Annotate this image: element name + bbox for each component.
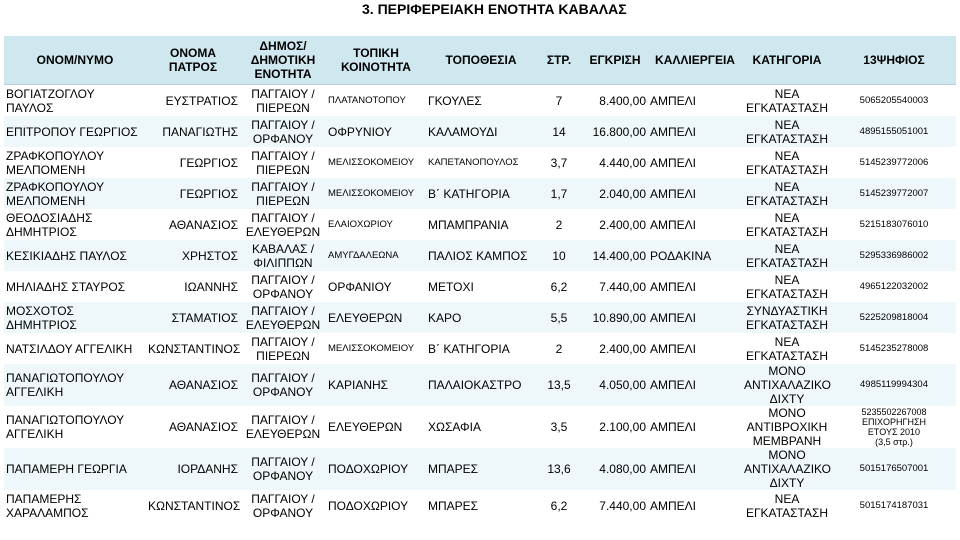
cell-code: 5145235278008	[832, 333, 956, 364]
cell-egkrisi: 4.080,00	[582, 448, 648, 490]
cell-str: 1,7	[536, 178, 582, 209]
cell-topothesia: Β΄ ΚΑΤΗΓΟΡΙΑ	[426, 333, 536, 364]
cell-str: 7	[536, 85, 582, 117]
table-row	[4, 333, 956, 364]
cell-katigoria: ΝΕΑ ΕΓΚΑΤΑΣΤΑΣΗ	[742, 333, 832, 364]
cell-str: 3,5	[536, 406, 582, 448]
cell-father: ΙΩΑΝΝΗΣ	[146, 271, 240, 302]
cell-koinotita: ΕΛΕΥΘΕΡΩΝ	[326, 302, 426, 333]
cell-topothesia: ΜΠΑΜΠΡΑΝΙΑ	[426, 209, 536, 240]
cell-koinotita: ΟΦΡΥΝΙΟΥ	[326, 116, 426, 147]
cell-topothesia: ΜΠΑΡΕΣ	[426, 448, 536, 490]
cell-egkrisi: 8.400,00	[582, 85, 648, 117]
cell-egkrisi: 2.100,00	[582, 406, 648, 448]
cell-egkrisi: 16.800,00	[582, 116, 648, 147]
cell-father: ΑΘΑΝΑΣΙΟΣ	[146, 406, 240, 448]
cell-code: 4895155051001	[832, 116, 956, 147]
table-row	[4, 147, 956, 178]
cell-egkrisi: 10.890,00	[582, 302, 648, 333]
cell-egkrisi: 7.440,00	[582, 271, 648, 302]
cell-str: 14	[536, 116, 582, 147]
table-row	[4, 448, 956, 490]
cell-katigoria: ΝΕΑ ΕΓΚΑΤΑΣΤΑΣΗ	[742, 209, 832, 240]
cell-name: ΝΑΤΣΙΛΔΟΥ ΑΓΓΕΛΙΚΗ	[4, 333, 146, 364]
cell-code: 5215183076010	[832, 209, 956, 240]
cell-dimos: ΠΑΓΓΑΙΟΥ / ΟΡΦΑΝΟΥ	[240, 448, 326, 490]
cell-name: ΠΑΠΑΜΕΡΗΣ ΧΑΡΑΛΑΜΠΟΣ	[4, 490, 146, 521]
header-father: ΟΝΟΜΑ ΠΑΤΡΟΣ	[146, 36, 240, 85]
header-dimos: ΔΗΜΟΣ/ ΔΗΜΟΤΙΚΗ ΕΝΟΤΗΤΑ	[240, 36, 326, 85]
cell-kalliergeia: ΑΜΠΕΛΙ	[648, 406, 742, 448]
cell-name: ΕΠΙΤΡΟΠΟΥ ΓΕΩΡΓΙΟΣ	[4, 116, 146, 147]
data-table	[4, 36, 956, 521]
cell-name: ΘΕΟΔΟΣΙΑΔΗΣ ΔΗΜΗΤΡΙΟΣ	[4, 209, 146, 240]
cell-koinotita: ΑΜΥΓΔΑΛΕΩΝΑ	[326, 240, 426, 271]
header-topothesia: ΤΟΠΟΘΕΣΙΑ	[426, 36, 536, 85]
cell-father: ΙΟΡΔΑΝΗΣ	[146, 448, 240, 490]
cell-dimos: ΠΑΓΓΑΙΟΥ / ΠΙΕΡΕΩΝ	[240, 333, 326, 364]
cell-dimos: ΠΑΓΓΑΙΟΥ / ΠΙΕΡΕΩΝ	[240, 147, 326, 178]
cell-father: ΠΑΝΑΓΙΩΤΗΣ	[146, 116, 240, 147]
cell-egkrisi: 2.400,00	[582, 209, 648, 240]
cell-str: 13,5	[536, 364, 582, 406]
header-str: ΣΤΡ.	[536, 36, 582, 85]
cell-str: 6,2	[536, 271, 582, 302]
cell-kalliergeia: ΑΜΠΕΛΙ	[648, 302, 742, 333]
cell-str: 6,2	[536, 490, 582, 521]
cell-dimos: ΠΑΓΓΑΙΟΥ / ΕΛΕΥΘΕΡΩΝ	[240, 302, 326, 333]
cell-code: 5235502267008 ΕΠΙΧΟΡΗΓΗΣΗ ΕΤΟΥΣ 2010 (3,5 στρ.)	[832, 406, 956, 448]
cell-code: 5145239772007	[832, 178, 956, 209]
cell-father: ΑΘΑΝΑΣΙΟΣ	[146, 209, 240, 240]
cell-topothesia: ΚΑΛΑΜΟΥΔΙ	[426, 116, 536, 147]
cell-katigoria: ΝΕΑ ΕΓΚΑΤΑΣΤΑΣΗ	[742, 116, 832, 147]
cell-katigoria: ΝΕΑ ΕΓΚΑΤΑΣΤΑΣΗ	[742, 178, 832, 209]
cell-father: ΑΘΑΝΑΣΙΟΣ	[146, 364, 240, 406]
cell-code: 4985119994304	[832, 364, 956, 406]
cell-koinotita: ΜΕΛΙΣΣΟΚΟΜΕΙΟΥ	[326, 178, 426, 209]
cell-dimos: ΠΑΓΓΑΙΟΥ / ΟΡΦΑΝΟΥ	[240, 490, 326, 521]
cell-kalliergeia: ΑΜΠΕΛΙ	[648, 364, 742, 406]
cell-name: ΒΟΓΙΑΤΖΟΓΛΟΥ ΠΑΥΛΟΣ	[4, 85, 146, 117]
cell-code: 5015176507001	[832, 448, 956, 490]
table-row	[4, 406, 956, 448]
cell-name: ΜΟΣΧΟΤΟΣ ΔΗΜΗΤΡΙΟΣ	[4, 302, 146, 333]
cell-kalliergeia: ΑΜΠΕΛΙ	[648, 209, 742, 240]
cell-str: 13,6	[536, 448, 582, 490]
cell-egkrisi: 2.400,00	[582, 333, 648, 364]
table-row	[4, 271, 956, 302]
cell-code: 5145239772006	[832, 147, 956, 178]
cell-katigoria: ΜΟΝΟ ΑΝΤΙΧΑΛΑΖΙΚΟ ΔΙΧΤΥ	[744, 448, 831, 490]
cell-father: ΕΥΣΤΡΑΤΙΟΣ	[146, 85, 240, 117]
cell-katigoria: ΜΟΝΟ ΑΝΤΙΧΑΛΑΖΙΚΟ ΔΙΧΤΥ	[744, 364, 831, 406]
cell-dimos: ΠΑΓΓΑΙΟΥ / ΠΙΕΡΕΩΝ	[240, 85, 326, 117]
cell-kalliergeia: ΑΜΠΕΛΙ	[648, 116, 742, 147]
cell-str: 2	[536, 209, 582, 240]
cell-koinotita: ΜΕΛΙΣΣΟΚΟΜΕΙΟΥ	[326, 333, 426, 364]
cell-code: 5065205540003	[832, 85, 956, 117]
cell-topothesia: ΓΚΟΥΛΕΣ	[426, 85, 536, 117]
cell-name: ΜΗΛΙΑΔΗΣ ΣΤΑΥΡΟΣ	[4, 271, 146, 302]
cell-kalliergeia: ΑΜΠΕΛΙ	[648, 85, 742, 117]
cell-father: ΚΩΝΣΤΑΝΤΙΝΟΣ	[146, 333, 240, 364]
cell-str: 3,7	[536, 147, 582, 178]
cell-dimos: ΚΑΒΑΛΑΣ / ΦΙΛΙΠΠΩΝ	[240, 240, 326, 271]
cell-katigoria: ΝΕΑ ΕΓΚΑΤΑΣΤΑΣΗ	[742, 147, 832, 178]
cell-dimos: ΠΑΓΓΑΙΟΥ / ΕΛΕΥΘΕΡΩΝ	[240, 406, 326, 448]
header-koinotita: ΤΟΠΙΚΗ ΚΟΙΝΟΤΗΤΑ	[326, 36, 426, 85]
cell-koinotita: ΟΡΦΑΝΙΟΥ	[326, 271, 426, 302]
cell-egkrisi: 7.440,00	[582, 490, 648, 521]
cell-koinotita: ΠΟΔΟΧΩΡΙΟΥ	[326, 490, 426, 521]
cell-egkrisi: 2.040,00	[582, 178, 648, 209]
cell-koinotita: ΕΛΑΙΟΧΩΡΙΟΥ	[326, 209, 426, 240]
cell-kalliergeia: ΑΜΠΕΛΙ	[648, 448, 742, 490]
cell-father: ΣΤΑΜΑΤΙΟΣ	[146, 302, 240, 333]
cell-katigoria: ΝΕΑ ΕΓΚΑΤΑΣΤΑΣΗ	[742, 490, 832, 521]
cell-dimos: ΠΑΓΓΑΙΟΥ / ΟΡΦΑΝΟΥ	[240, 116, 326, 147]
cell-kalliergeia: ΑΜΠΕΛΙ	[648, 333, 742, 364]
cell-name: ΠΑΝΑΓΙΩΤΟΠΟΥΛΟΥ ΑΓΓΕΛΙΚΗ	[4, 406, 146, 448]
cell-katigoria: ΝΕΑ ΕΓΚΑΤΑΣΤΑΣΗ	[742, 240, 832, 271]
cell-dimos: ΠΑΓΓΑΙΟΥ / ΠΙΕΡΕΩΝ	[240, 178, 326, 209]
cell-egkrisi: 4.050,00	[582, 364, 648, 406]
cell-kalliergeia: ΑΜΠΕΛΙ	[648, 271, 742, 302]
header-egkrisi: ΕΓΚΡΙΣΗ	[582, 36, 648, 85]
cell-katigoria: ΝΕΑ ΕΓΚΑΤΑΣΤΑΣΗ	[742, 271, 832, 302]
cell-code: 5295336986002	[832, 240, 956, 271]
cell-dimos: ΠΑΓΓΑΙΟΥ / ΟΡΦΑΝΟΥ	[240, 364, 326, 406]
cell-koinotita: ΚΑΡΙΑΝΗΣ	[326, 364, 426, 406]
cell-topothesia: ΠΑΛΑΙΟΚΑΣΤΡΟ	[426, 364, 536, 406]
header-kalliergeia: ΚΑΛΛΙΕΡΓΕΙΑ	[648, 36, 742, 85]
cell-father: ΚΩΝΣΤΑΝΤΙΝΟΣ	[146, 490, 240, 521]
cell-egkrisi: 4.440,00	[582, 147, 648, 178]
cell-name: ΠΑΝΑΓΙΩΤΟΠΟΥΛΟΥ ΑΓΓΕΛΙΚΗ	[4, 364, 146, 406]
table-row	[4, 302, 956, 333]
cell-egkrisi: 14.400,00	[582, 240, 648, 271]
table-row	[4, 209, 956, 240]
table-header-row	[4, 36, 956, 85]
cell-father: ΧΡΗΣΤΟΣ	[146, 240, 240, 271]
cell-dimos: ΠΑΓΓΑΙΟΥ / ΕΛΕΥΘΕΡΩΝ	[240, 209, 326, 240]
table-row	[4, 240, 956, 271]
cell-str: 2	[536, 333, 582, 364]
cell-code: 4965122032002	[832, 271, 956, 302]
cell-topothesia: ΜΠΑΡΕΣ	[426, 490, 536, 521]
cell-name: ΠΑΠΑΜΕΡΗ ΓΕΩΡΓΙΑ	[4, 448, 146, 490]
table-row	[4, 364, 956, 406]
cell-koinotita: ΕΛΕΥΘΕΡΩΝ	[326, 406, 426, 448]
cell-topothesia: ΚΑΡΟ	[426, 302, 536, 333]
cell-koinotita: ΠΛΑΤΑΝΟΤΟΠΟΥ	[326, 85, 426, 117]
cell-str: 10	[536, 240, 582, 271]
cell-topothesia: ΠΑΛΙΟΣ ΚΑΜΠΟΣ	[426, 240, 536, 271]
header-code: 13ΨΗΦΙΟΣ	[832, 36, 956, 85]
cell-katigoria: ΣΥΝΔΥΑΣΤΙΚΗ ΕΓΚΑΤΑΣΤΑΣΗ	[742, 302, 832, 333]
header-katigoria: ΚΑΤΗΓΟΡΙΑ	[742, 36, 832, 85]
cell-str: 5,5	[536, 302, 582, 333]
table-row	[4, 116, 956, 147]
cell-code: 5225209818004	[832, 302, 956, 333]
cell-topothesia: ΜΕΤΟΧΙ	[426, 271, 536, 302]
cell-topothesia: ΚΑΠΕΤΑΝΟΠΟΥΛΟΣ	[426, 147, 536, 178]
cell-name: ΚΕΣΙΚΙΑΔΗΣ ΠΑΥΛΟΣ	[4, 240, 146, 271]
cell-topothesia: ΧΩΣΑΦΙΑ	[426, 406, 536, 448]
page-title: 3. ΠΕΡΙΦΕΡΕΙΑΚΗ ΕΝΟΤΗΤΑ ΚΑΒΑΛΑΣ	[362, 1, 627, 17]
cell-koinotita: ΜΕΛΙΣΣΟΚΟΜΕΙΟΥ	[326, 147, 426, 178]
cell-katigoria: ΝΕΑ ΕΓΚΑΤΑΣΤΑΣΗ	[742, 85, 832, 117]
cell-kalliergeia: ΑΜΠΕΛΙ	[648, 178, 742, 209]
table-row	[4, 178, 956, 209]
cell-dimos: ΠΑΓΓΑΙΟΥ / ΟΡΦΑΝΟΥ	[240, 271, 326, 302]
cell-topothesia: Β΄ ΚΑΤΗΓΟΡΙΑ	[426, 178, 536, 209]
cell-code: 5015174187031	[832, 490, 956, 521]
cell-kalliergeia: ΑΜΠΕΛΙ	[648, 147, 742, 178]
cell-father: ΓΕΩΡΓΙΟΣ	[146, 178, 240, 209]
cell-katigoria: ΜΟΝΟ ΑΝΤΙΒΡΟΧΙΚΗ ΜΕΜΒΡΑΝΗ	[742, 406, 832, 448]
cell-kalliergeia: ΡΟΔΑΚΙΝΑ	[648, 240, 742, 271]
cell-father: ΓΕΩΡΓΙΟΣ	[146, 147, 240, 178]
table-row	[4, 490, 956, 521]
cell-name: ΖΡΑΦΚΟΠΟΥΛΟΥ ΜΕΛΠΟΜΕΝΗ	[4, 178, 146, 209]
cell-kalliergeia: ΑΜΠΕΛΙ	[648, 490, 742, 521]
cell-koinotita: ΠΟΔΟΧΩΡΙΟΥ	[326, 448, 426, 490]
header-name: ΟΝΟΜ/ΝΥΜΟ	[4, 36, 146, 85]
cell-name: ΖΡΑΦΚΟΠΟΥΛΟΥ ΜΕΛΠΟΜΕΝΗ	[4, 147, 146, 178]
table-row	[4, 85, 956, 117]
